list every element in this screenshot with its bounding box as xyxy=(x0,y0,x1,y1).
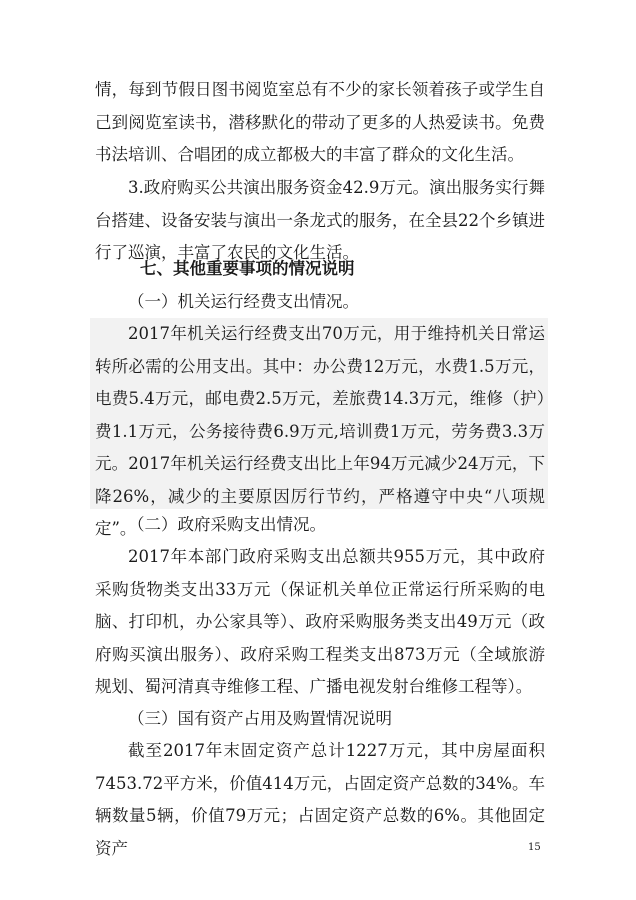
paragraph-library-reading: 情，每到节假日图书阅览室总有不少的家长领着孩子或学生自己到阅览室读书，潜移默化的带动了更多的人热爱读书。免费书法培训、合唱团的成立都极大的丰富了群众的文化生活。 xyxy=(95,80,545,164)
subheading-procurement: （二）政府采购支出情况。 xyxy=(128,515,326,534)
section-heading-other-matters: 七、其他重要事项的情况说明 xyxy=(140,259,355,278)
page-number: 15 xyxy=(528,842,541,853)
paragraph-performance-purchase: 3.政府购买公共演出服务资金42.9万元。演出服务实行舞台搭建、设备安装与演出一条龙式的服务，在全县22个乡镇进行了巡演，丰富了农民的文化生活。 xyxy=(95,178,545,262)
subheading-operating-expenses: （一）机关运行经费支出情况。 xyxy=(128,292,359,311)
paragraph-procurement: 2017年本部门政府采购支出总额共955万元，其中政府采购货物类支出33万元（保证机关单位正常运行所采购的电脑、打印机，办公家具等）、政府采购服务类支出49万元（政府购买演出服务）、政府采购工程类支出873万元（全域旅游规划、蜀河清真寺维修工程、广播电视发射台维修工程等）。 xyxy=(95,547,545,696)
paragraph-operating-expenses: 2017年机关运行经费支出70万元，用于维持机关日常运转所必需的公用支出。其中：办公费12万元，水费1.5万元，电费5.4万元，邮电费2.5万元，差旅费14.3万元，维修（护）费1.1万元，公务接待费6.9万元,培训费1万元，劳务费3.3万元。2017年机关运行经费支出比上年94万元减少24万元，下降26%，减少的主要原因厉行节约，严格遵守中央“八项规定”。 xyxy=(95,324,545,538)
subheading-state-assets: （三）国有资产占用及购置情况说明 xyxy=(128,709,392,728)
paragraph-state-assets: 截至2017年末固定资产总计1227万元，其中房屋面积7453.72平方米，价值414万元，占固定资产总数的34%。车辆数量5辆，价值79万元；占固定资产总数的6%。其他固定资产 xyxy=(95,741,545,858)
